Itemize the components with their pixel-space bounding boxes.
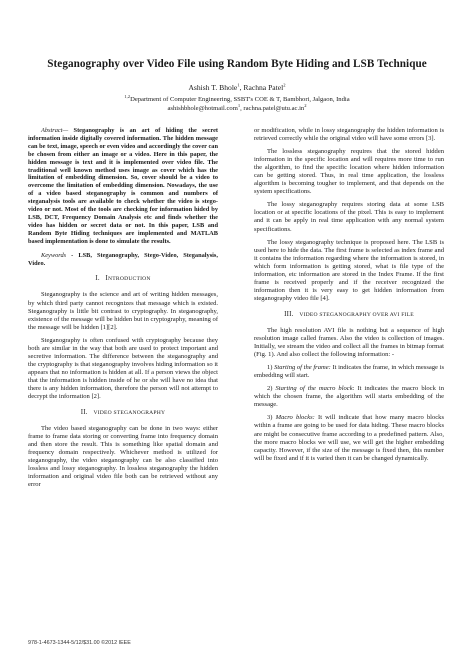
list-item-1-text: It indicates the frame, in which message is embedding will start. bbox=[254, 364, 444, 380]
right-paragraph-1: or modification, while in lossy steganography the hidden information is retrieved correctly while the original video will have some errors [3]. bbox=[254, 127, 444, 143]
right-paragraph-3: The lossy steganography requires storing data at some LSB location or at specific locations of the pixel. This is easy to implement and it can be apply in real time application with any normal system specifications. bbox=[254, 201, 444, 233]
section-3-title: VIDEO STEGANOGRAPHY OVER AVI FILE bbox=[299, 311, 414, 318]
left-column bbox=[28, 127, 218, 494]
intro-paragraph-2: Steganography is often confused with cryptography because they both are similar in the way that both are used to protect important and secretive information. The difference between the steganography and the cryptography is that steganography involves hiding information so it appears that no information is hidden at all. If a person views the object that the information is hidden inside of he or she will have no idea that there is any hidden information, therefore the person will not attempt to decrypt the information [2]. bbox=[28, 336, 218, 401]
section-heading-video-steganography bbox=[28, 409, 218, 417]
list-item-2-title: Starting of the macro block bbox=[275, 385, 353, 393]
section-1-number: I. bbox=[95, 275, 100, 283]
section-1-title-rest: NTRODUCTION bbox=[108, 276, 151, 283]
paper-emails bbox=[20, 102, 454, 112]
section-2-number: II. bbox=[80, 409, 88, 417]
section-2-title: VIDEO STEGANOGRAPHY bbox=[93, 410, 166, 417]
author-2-sup: 2 bbox=[283, 82, 286, 88]
paper-authors bbox=[20, 83, 454, 92]
author-1-sup: 1 bbox=[237, 82, 240, 88]
keywords-lead: Keywords bbox=[41, 251, 67, 259]
list-item-1-number: 1) bbox=[267, 364, 273, 372]
list-item-3-number: 3) bbox=[267, 414, 273, 422]
author-1: Ashish T. Bhole bbox=[188, 83, 238, 92]
right-paragraph-2: The lossless steganography requires that the stored hidden information in the specific location and will requires more time to run the algorithm, to find the specific location where hidden information can be getting stored. Thus, in real time application, the lossless algorithm is becoming tougher to implement, and that depends on the system specifications. bbox=[254, 148, 444, 196]
author-2: , Rachna Patel bbox=[239, 83, 284, 92]
email-1: ashishbhole@hotmail.com bbox=[167, 105, 238, 112]
affiliation-sup: 1,2 bbox=[124, 93, 131, 99]
list-item-1-title: Starting of the frame: bbox=[274, 364, 331, 372]
email-1-sup: 1 bbox=[237, 102, 241, 108]
abstract-text: Steganography is an art of hiding the secret information inside digitally covered information. The hidden message can be text, image, speech or even video and accordingly the cover can be chosen from either an image or a video. Here in this paper, the hidden message is text and it is implemented over video file. The traditional well known method uses image as cover which has the limitation of embedding dimension. So, cover should be a video to overcome the limitation of embedding dimension. Nowadays, the use of a video based steganography is common and numbers of steganalysis tools are available to check whether the video is stego-video or not. Most of the tools are checking for information hided by LSB, DCT, Frequency Domain Analysis etc and finds whether the video has hidden or secret data or not. In this paper, LSB and Random Byte Hiding techniques are implemented and MATLAB based implementation is done to simulate the results. bbox=[28, 127, 218, 245]
keywords bbox=[28, 252, 218, 268]
abstract bbox=[28, 127, 218, 246]
list-item-2-text: : It indicates the macro block in which the chosen frame, the algorithm will starts embedding of the message. bbox=[254, 385, 445, 409]
list-item-3 bbox=[254, 414, 444, 462]
section-heading-introduction bbox=[28, 275, 218, 283]
list-item-3-title: Macro blocks: bbox=[275, 414, 315, 422]
keywords-text: - LSB, Steganography, Stego-Video, Steganalysis, Video. bbox=[28, 251, 218, 267]
list-item-1 bbox=[254, 364, 444, 380]
video-paragraph-1: The video based steganography can be done in two ways: either frame to frame data storing or converting frame into frequency domain and then store the result. This is something like spatial domain and frequency domain respectively. Whichever method is utilized for steganography, the video steganography can be also classified into lossless and lossy steganography. In lossless steganography the hidden information and original video file both can be retrieved without any error bbox=[28, 425, 218, 489]
avi-paragraph-1: The high resolution AVI file is nothing but a sequence of high resolution image called frames. Also the video is collection of images. Initially, we stream the video and collect all the frames in bitmap format (Fig. 1). And also collect the following information: - bbox=[254, 326, 444, 359]
affiliation-text: Department of Computer Engineering, SSBT's COE & T, Bambhori, Jalgaon, India bbox=[130, 96, 350, 103]
paper-title: Steganography over Video File using Random Byte Hiding and LSB Technique bbox=[47, 58, 427, 70]
email-2: , rachna.patel@utu.ac.in bbox=[240, 105, 305, 112]
intro-paragraph-1: Steganography is the science and art of writing hidden messages, by which third party cannot recognizes that message which is existed. Steganography is little bit contrast to cryptography. In steganography, existence of the message will be hidden but in cryptography, meaning of the message will be hidden [1][2]. bbox=[28, 291, 218, 331]
right-paragraph-4: The lossy steganography technique is proposed here. The LSB is used here to hide the data. The first frame is selected as index frame and it contains the information regarding where the information is stored, in which form information is getting stored, what is file type of the information, etc information are stored in the Index Frame. If the first frame is received properly and if the receiver recognized the information then it is very easy to get hidden information from steganography video file [4]. bbox=[254, 238, 444, 302]
list-item-2 bbox=[254, 385, 444, 409]
list-item-2-number: 2) bbox=[267, 385, 273, 393]
abstract-lead: Abstract— bbox=[41, 127, 69, 134]
section-3-number: III. bbox=[284, 310, 294, 318]
email-2-sup: 2 bbox=[304, 102, 307, 108]
copyright-footer: 978-1-4673-1344-5/12/$31.00 ©2012 IEEE bbox=[28, 640, 131, 646]
right-column bbox=[254, 127, 444, 468]
section-1-first-letter: I bbox=[105, 275, 109, 283]
section-heading-avi bbox=[254, 311, 444, 319]
list-item-3-text: It will indicate that how many macro blocks within a frame are going to be used for data hiding. These macro blocks are might be consecutive frame according to a predefined pattern. Also, the more macro blocks we will use, we will get the higher embedding capacity. However, if the size of the message is fixed then, this number will be fixed and if it is varied then it can be changed dynamically. bbox=[254, 414, 444, 462]
